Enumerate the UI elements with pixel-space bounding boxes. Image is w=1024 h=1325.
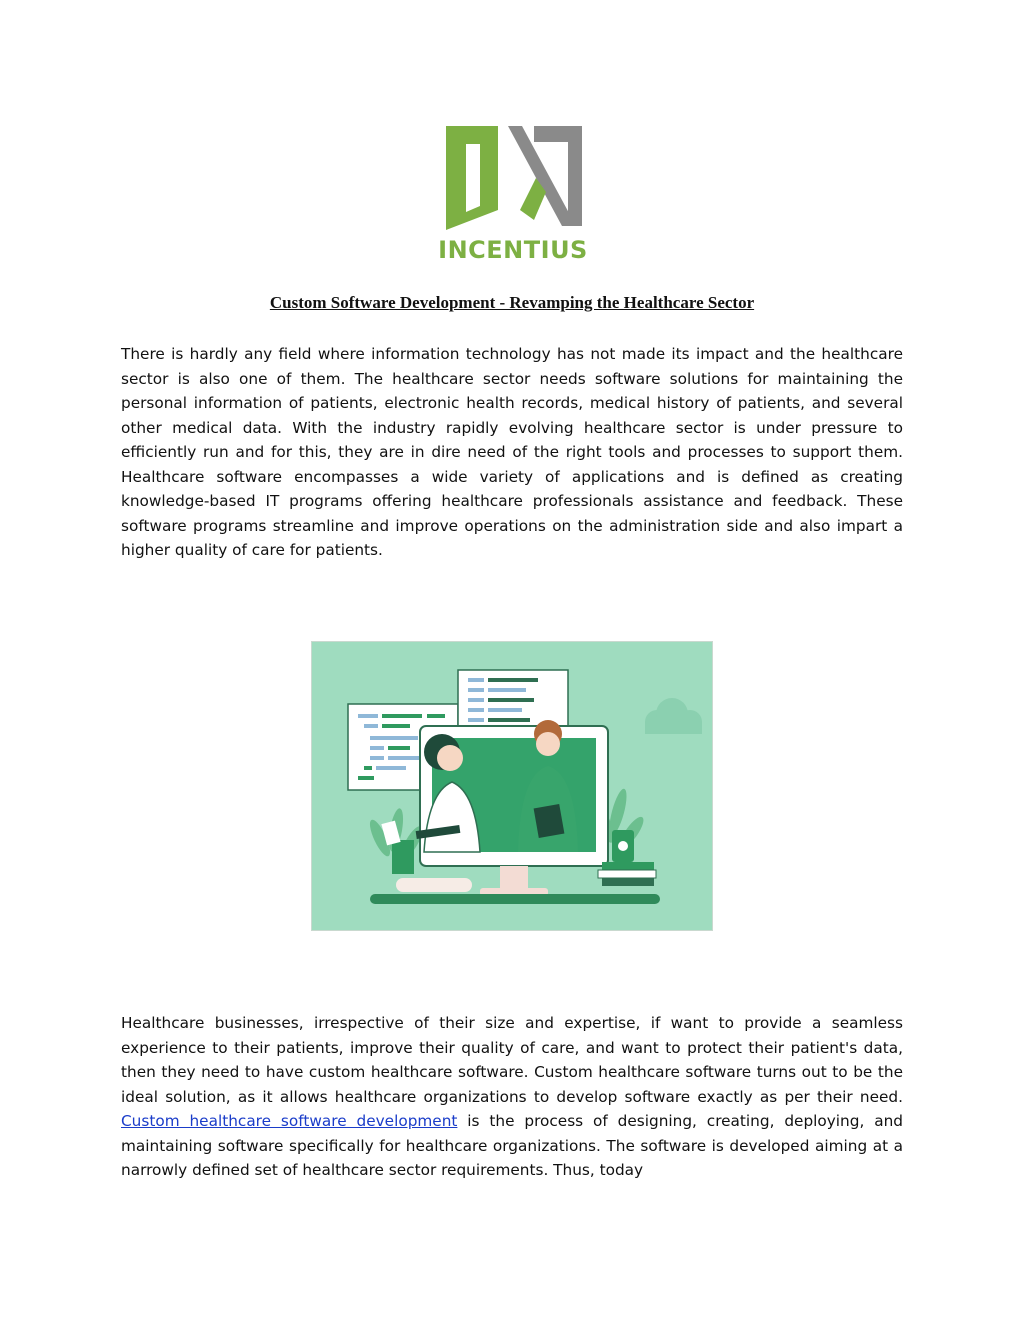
healthcare-illustration: [311, 641, 713, 931]
paragraph-text-after: is the process of designing, creating, deploying, and maintaining software specifically for healthcare organizations. The software is developed aiming at a narrowly defined set of healthcare sector requirements. Thus, today: [121, 1112, 903, 1179]
logo-wordmark: INCENTIUS: [438, 236, 588, 264]
doctors-on-monitor-illustration: [312, 642, 712, 930]
custom-healthcare-software-link[interactable]: Custom healthcare software development: [121, 1112, 458, 1130]
intro-paragraph: There is hardly any field where information technology has not made its impact and the healthcare sector is also one of them. The healthcare sector needs software solutions for maintaining the personal information of patients, electronic health records, medical history of patients, and several other medical data. With the industry rapidly evolving healthcare sector is under pressure to efficiently run and for this, they are in dire need of the right tools and processes to support them. Healthcare software encompasses a wide variety of applications and is defined as creating knowledge-based IT programs offering healthcare professionals assistance and feedback. These software programs streamline and improve operations on the administration side and also impart a higher quality of care for patients.: [121, 345, 903, 559]
paragraph-text-before: Healthcare businesses, irrespective of their size and expertise, if want to provide a seamless experience to their patients, improve their quality of care, and want to protect their patient's data, then they need to have custom healthcare software. Custom healthcare software turns out to be the ideal solution, as it allows healthcare organizations to develop software exactly as per their need.: [121, 1014, 903, 1106]
article-title: Custom Software Development - Revamping the Healthcare Sector: [269, 293, 755, 312]
body-paragraph: [121, 1011, 903, 1183]
